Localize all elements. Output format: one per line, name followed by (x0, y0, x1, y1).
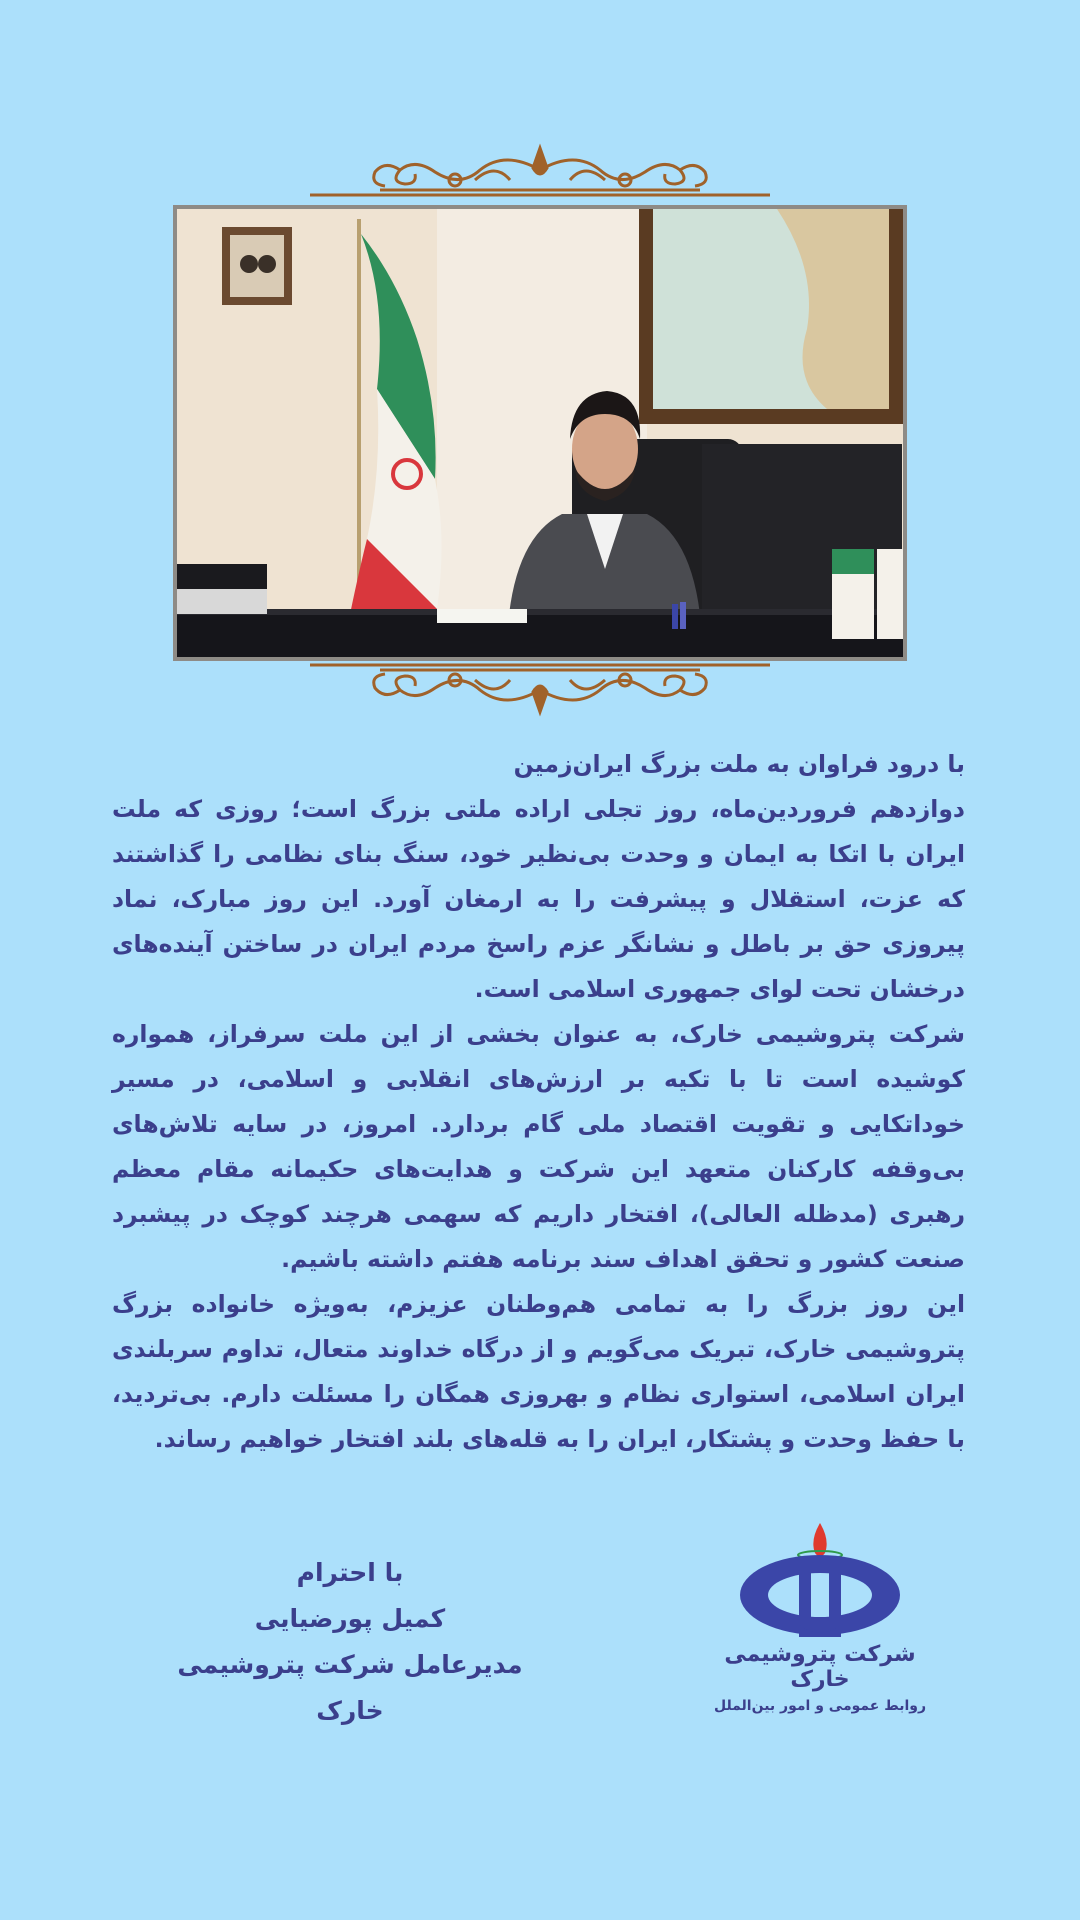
logo-department: روابط عمومی و امور بین‌الملل (713, 1698, 927, 1714)
signature-title: مدیرعامل شرکت پتروشیمی خارک (177, 1650, 523, 1725)
letter-body (112, 742, 965, 1462)
signature-name: کمیل پورضیایی (254, 1604, 446, 1633)
letter-paragraph: دوازدهم فروردین‌ماه، روز تجلی اراده ملتی بزرگ است؛ روزی که ملت ایران با اتکا به ایمان و وحدت بی‌نظیر خود، سنگ بنای نظامی را گذاشتند که عزت، استقلال و پیشرفت را به ارمغان آورد. این روز مبارک، نماد پیروزی حق بر باطل و نشانگر عزم راسخ مردم ایران در ساختن آینده‌های درخشان تحت لوای جمهوری اسلامی است. (112, 795, 965, 1003)
top-ornament (305, 140, 775, 200)
kharg-petrochemical-logo-icon (735, 1515, 905, 1640)
letter-paragraph: شرکت پتروشیمی خارک، به عنوان بخشی از این ملت سرفراز، همواره کوشیده است تا با تکیه بر ارزش‌های انقلابی و اسلامی، در مسیر خوداتکایی و تقویت اقتصاد ملی گام بردارد. امروز، در سایه تلاش‌های بی‌وقفه کارکنان متعهد این شرکت و هدایت‌های حکیمانه مقام معظم رهبری (مدظله العالی)، افتخار داریم که سهمی هرچند کوچک در پیشبرد صنعت کشور و تحقق اهداف سند برنامه هفتم داشته باشیم. (112, 1020, 965, 1273)
signature-block (150, 1550, 550, 1734)
signature-closing: با احترام (296, 1558, 404, 1587)
letter-paragraph: این روز بزرگ را به تمامی هم‌وطنان عزیزم، به‌ویژه خانواده بزرگ پتروشیمی خارک، تبریک می‌گویم و از درگاه خداوند متعال، تداوم سربلندی ایران اسلامی، استواری نظام و بهروزی همگان را مسئلت دارم. بی‌تردید، با حفظ وحدت و پشتکار، ایران را به قله‌های بلند افتخار خواهیم رساند. (112, 1290, 965, 1453)
letter-greeting: با درود فراوان به ملت بزرگ ایران‌زمین (513, 750, 965, 778)
company-logo (710, 1515, 930, 1715)
bottom-ornament (305, 660, 775, 720)
portrait-photo (173, 205, 907, 661)
logo-company-name: شرکت پتروشیمی خارک (724, 1642, 916, 1692)
